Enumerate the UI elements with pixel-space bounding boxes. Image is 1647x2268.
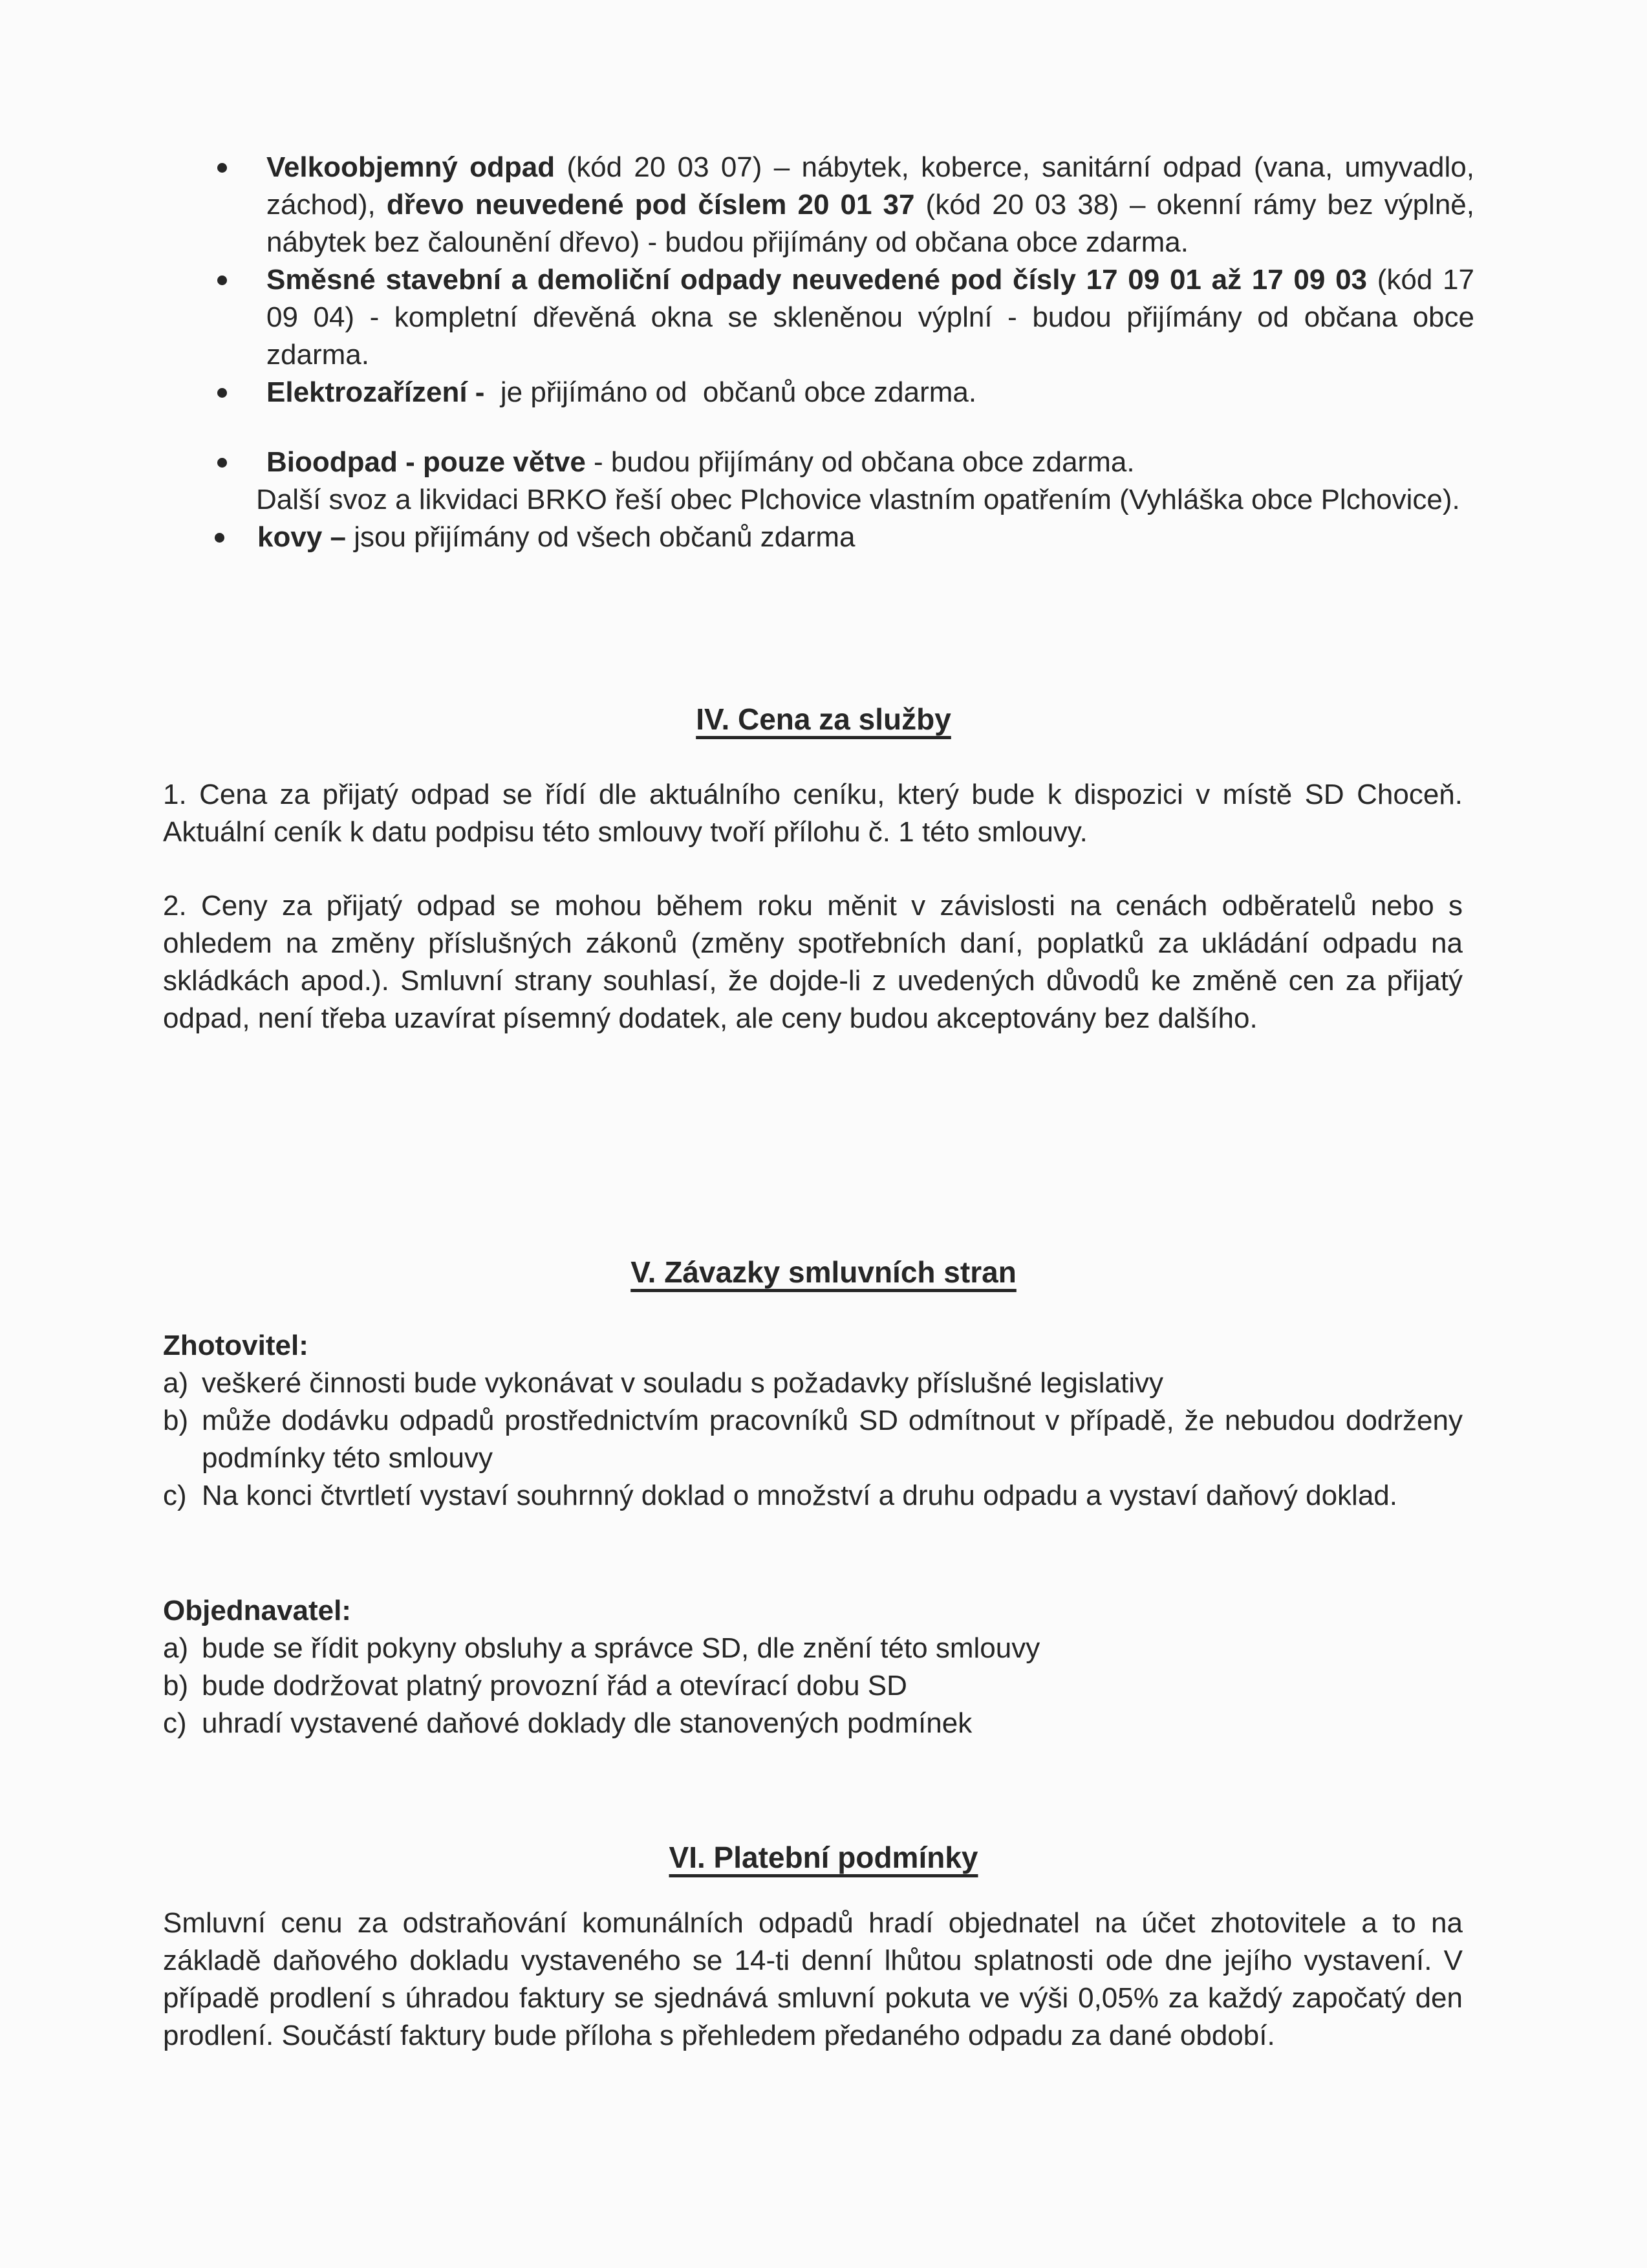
list-item-metals: kovy – jsou přijímány od všech občanů zdarma: [207, 519, 1474, 556]
price-paragraph-1: 1. Cena za přijatý odpad se řídí dle aktuálního ceníku, který bude k dispozici v místě SD Choceň. Aktuální ceník k datu podpisu této smlouvy tvoří přílohu č. 1 této smlouvy.: [163, 779, 1463, 848]
bullet-icon: [217, 275, 227, 285]
section-heading-payment: VI. Platební podmínky: [669, 1841, 978, 1874]
list-item: a) veškeré činnosti bude vykonávat v souladu s požadavky příslušné legislativy: [163, 1367, 1164, 1399]
list-item-bulky-waste: Velkoobjemný odpad (kód 20 03 07) – nábytek, koberce, sanitární odpad (vana, umyvadlo, záchod), dřevo neuvedené pod číslem 20 01 37 (kód 20 03 38) – okenní rámy bez výplně, nábytek bez čalounění dřevo) - budou přijímány od občana obce zdarma.: [207, 149, 1474, 261]
price-paragraph-2: 2. Ceny za přijatý odpad se mohou během roku měnit v závislosti na cenách odběratelů nebo s ohledem na změny příslušných zákonů (změny spotřebních daní, poplatků za ukládání odpadu na skládkách apod.). Smluvní strany souhlasí, že dojde-li z uvedených důvodů ke změně cen za přijatý odpad, není třeba uzavírat písemný dodatek, ale ceny budou akceptovány bez dalšího.: [163, 890, 1463, 1034]
list-item-construction-waste: Směsné stavební a demoliční odpady neuvedené pod čísly 17 09 01 až 17 09 03 (kód 17 09 04) - kompletní dřevěná okna se skleněnou výplní - budou přijímány od občana obce zdarma.: [207, 261, 1474, 374]
list-item: a) bude se řídit pokyny obsluhy a správce SD, dle znění této smlouvy: [163, 1632, 1040, 1664]
list-item: b) může dodávku odpadů prostřednictvím pracovníků SD odmítnout v případě, že nebudou dodrženy podmínky této smlouvy: [163, 1405, 1463, 1474]
payment-paragraph: Smluvní cenu za odstraňování komunálních odpadů hradí objednatel na účet zhotovitele a to na základě daňového dokladu vystaveného se 14-ti denní lhůtou splatnosti ode dne jejího vystavení. V případě prodlení s úhradou faktury se sjednává smluvní pokuta ve výši 0,05% za každý započatý den prodlení. Součástí faktury bude příloha s přehledem předaného odpadu za dané období.: [163, 1907, 1463, 2051]
list-item: c) Na konci čtvrtletí vystaví souhrnný doklad o množství a druhu odpadu a vystaví daňový doklad.: [163, 1480, 1397, 1511]
contractor-title: Zhotovitel:: [163, 1330, 308, 1361]
list-item: c) uhradí vystavené daňové doklady dle stanovených podmínek: [163, 1707, 973, 1739]
section-heading-price: IV. Cena za služby: [696, 702, 951, 736]
client-title: Objednavatel:: [163, 1595, 351, 1626]
section-heading-obligations: V. Závazky smluvních stran: [630, 1255, 1017, 1289]
bullet-icon: [217, 163, 227, 173]
contractor-obligations-list: [163, 1365, 1463, 1515]
client-obligations-list: [163, 1630, 1463, 1742]
waste-types-list: [207, 149, 1474, 556]
list-item: b) bude dodržovat platný provozní řád a otevírací dobu SD: [163, 1670, 907, 1701]
bullet-icon: [215, 533, 224, 543]
list-item-electronics: Elektrozařízení - je přijímáno od občanů obce zdarma.: [207, 374, 1474, 411]
list-item-biowaste: Bioodpad - pouze větve - budou přijímány od občana obce zdarma. Další svoz a likvidaci BRKO řeší obec Plchovice vlastním opatřením (Vyhláška obce Plchovice).: [207, 444, 1474, 519]
bullet-icon: [217, 388, 227, 398]
bullet-icon: [217, 458, 227, 468]
biowaste-note: Další svoz a likvidaci BRKO řeší obec Plchovice vlastním opatřením (Vyhláška obce Plchovice).: [256, 484, 1460, 515]
